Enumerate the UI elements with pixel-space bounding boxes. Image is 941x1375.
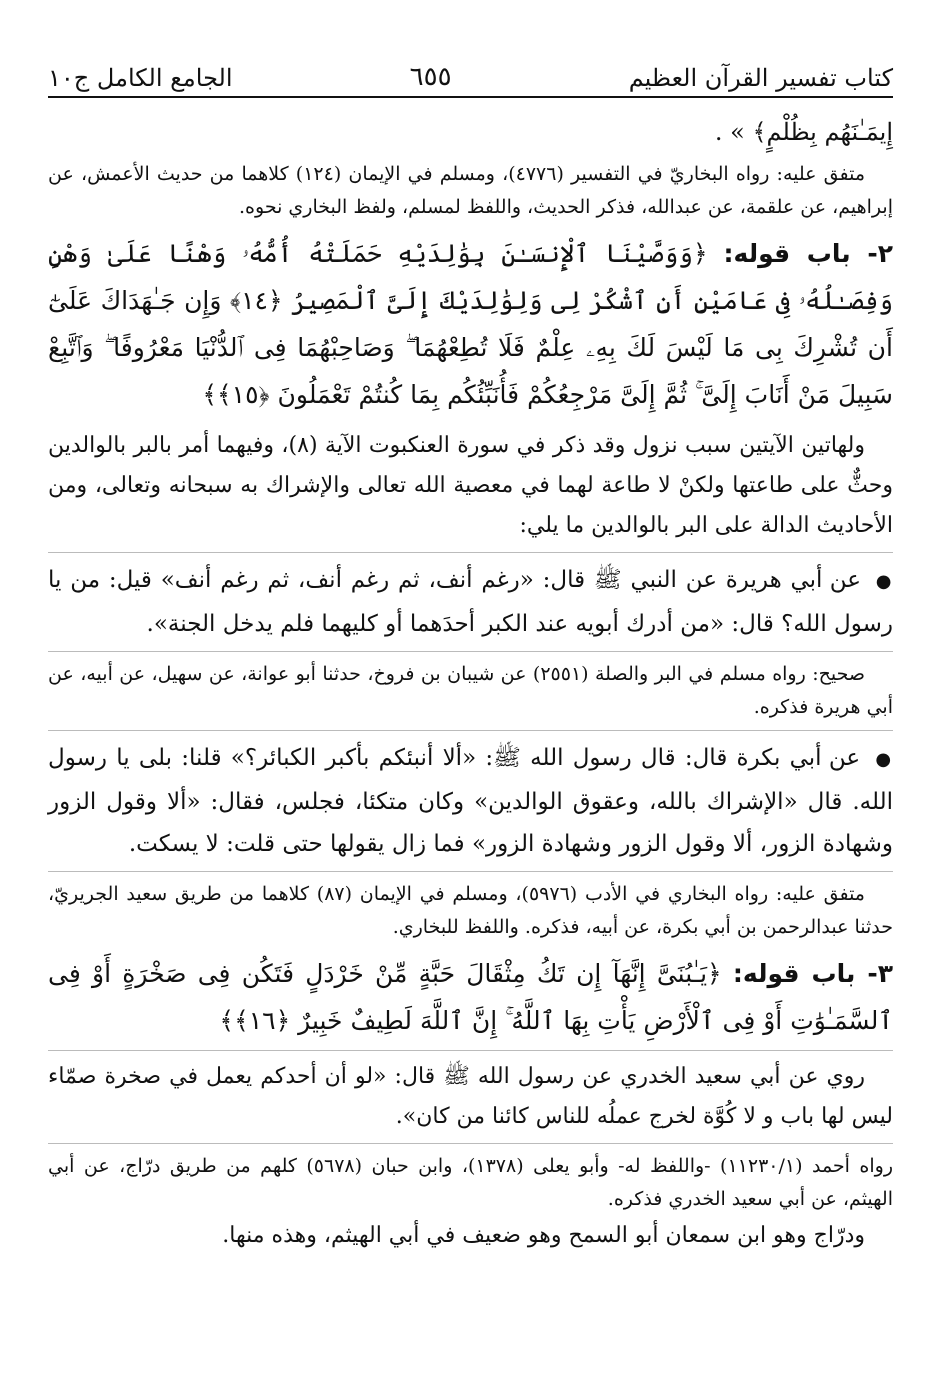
takhrij-note: متفق عليه: رواه البخاريّ في التفسير (٤٧٧٦)، ومسلم في الإيمان (١٢٤) كلاهما من حديث الأعمش، عن إبراهيم، عن علقمة، عن عبدالله، فذكر الحديث، واللفظ لمسلم، ولفظ البخاري نحوه. bbox=[48, 163, 893, 218]
commentary: ولهاتين الآيتين سبب نزول وقد ذكر في سورة العنكبوت الآية (٨)، وفيهما أمر بالبر بالوالدين وحثٌّ على طاعتها ولكنْ لا طاعة لهما في معصية الله تعالى والإشراك به سبحانه وتعالى، ومن الأحاديث الدالة على البر بالوالدين ما يلي: bbox=[48, 433, 893, 538]
hadith-text: عن أبي بكرة قال: قال رسول الله ﷺ: «ألا أنبئكم بأكبر الكبائر؟» قلنا: بلى يا رسول الله. قال «الإشراك بالله، وعقوق الوالدين» وكان متكئا، فجلس، فقال: «ألا وقول الزور وشهادة الزور، ألا وقول الزور وشهادة الزور» فما زال يقولها حتى قلت: لا يسكت. bbox=[48, 745, 893, 857]
divider bbox=[48, 730, 893, 731]
chapter-3-title: ٣- باب قوله: bbox=[732, 959, 893, 988]
narrator-note: ودرّاج وهو ابن سمعان أبو السمح وهو ضعيف في أبي الهيثم، وهذه منها. bbox=[222, 1223, 865, 1248]
hadith-abu-said: روي عن أبي سعيد الخدري عن رسول الله ﷺ قال: «لو أن أحدكم يعمل في صخرة صمّاء ليس لها باب و لا كُوَّة لخرج عملُه للناس كائنا من كان». bbox=[48, 1064, 893, 1129]
takhrij-note: رواه أحمد (١١٢٣٠/١) -واللفظ له- وأبو يعلى (١٣٧٨)، وابن حبان (٥٦٧٨) كلهم من طريق درّاج، عن أبي الهيثم، عن أبي سعيد الخدري فذكره. bbox=[48, 1155, 894, 1210]
hadith-abu-bakra bbox=[48, 737, 893, 865]
takhrij-note: متفق عليه: رواه البخاري في الأدب (٥٩٧٦)، ومسلم في الإيمان (٨٧) كلاهما من طريق سعيد الجريريّ، حدثنا عبدالرحمن بن أبي بكرة، عن أبيه، فذكره. واللفظ للبخاري. bbox=[48, 883, 893, 938]
divider bbox=[48, 1050, 893, 1051]
chapter-2-verse: ﴿وَوَصَّيْنَا ٱلْإِنسَـٰنَ بِوَٰلِدَيْهِ حَمَلَتْهُ أُمُّهُۥ وَهْنًا عَلَىٰ وَهْنٍ وَفِصَـٰلُهُۥ فِى عَامَيْنِ أَنِ ٱشْكُرْ لِى وَلِوَٰلِدَيْكَ إِلَىَّ ٱلْمَصِيرُ ﴿١٤﴾ وَإِن جَـٰهَدَاكَ عَلَىٰٓ أَن تُشْرِكَ بِى مَا لَيْسَ لَكَ بِهِۦ عِلْمٌ فَلَا تُطِعْهُمَا ۖ وَصَاحِبْهُمَا فِى ٱلدُّنْيَا مَعْرُوفًا ۖ وَٱتَّبِعْ سَبِيلَ مَنْ أَنَابَ إِلَىَّ ۚ ثُمَّ إِلَىَّ مَرْجِعُكُمْ فَأُنَبِّئُكُم بِمَا كُنتُمْ تَعْمَلُونَ ﴿١٥﴾﴾ bbox=[48, 239, 893, 409]
chapter-3-verse: ﴿يَـٰبُنَىَّ إِنَّهَآ إِن تَكُ مِثْقَالَ حَبَّةٍ مِّنْ خَرْدَلٍ فَتَكُن فِى صَخْرَةٍ أَوْ فِى ٱلسَّمَـٰوَٰتِ أَوْ فِى ٱلْأَرْضِ يَأْتِ بِهَا ٱللَّهُ ۚ إِنَّ ٱللَّهَ لَطِيفٌ خَبِيرٌ ﴿١٦﴾﴾ bbox=[48, 959, 893, 1035]
takhrij-note: صحيح: رواه مسلم في البر والصلة (٢٥٥١) عن شيبان بن فروخ، حدثنا أبو عوانة، عن سهيل، عن أبيه، عن أبي هريرة فذكره. bbox=[48, 663, 893, 718]
volume-title: الجامع الكامل ج١٠ bbox=[48, 64, 233, 92]
verse-ending: إِيمَـٰنَهُم بِظُلْمٍ﴾ » . bbox=[714, 118, 893, 146]
page-header bbox=[48, 52, 893, 98]
divider bbox=[48, 552, 893, 553]
divider bbox=[48, 651, 893, 652]
book-title: كتاب تفسير القرآن العظيم bbox=[628, 64, 893, 92]
divider bbox=[48, 871, 893, 872]
chapter-2-title: ٢- باب قوله: bbox=[723, 239, 893, 268]
bullet-icon: ● bbox=[875, 571, 893, 592]
hadith-abu-hurayra bbox=[48, 559, 893, 645]
book-page bbox=[48, 52, 893, 1352]
chapter-2 bbox=[48, 230, 893, 418]
chapter-3 bbox=[48, 950, 893, 1044]
divider bbox=[48, 1143, 893, 1144]
hadith-text: عن أبي هريرة عن النبي ﷺ قال: «رغم أنف، ثم رغم أنف، ثم رغم أنف» قيل: من يا رسول الله؟ قال: «من أدرك أبويه عند الكبر أحدَهما أو كليهما فلم يدخل الجنة». bbox=[48, 567, 893, 637]
bullet-icon: ● bbox=[875, 749, 893, 770]
page-number: ٦٥٥ bbox=[409, 62, 452, 92]
